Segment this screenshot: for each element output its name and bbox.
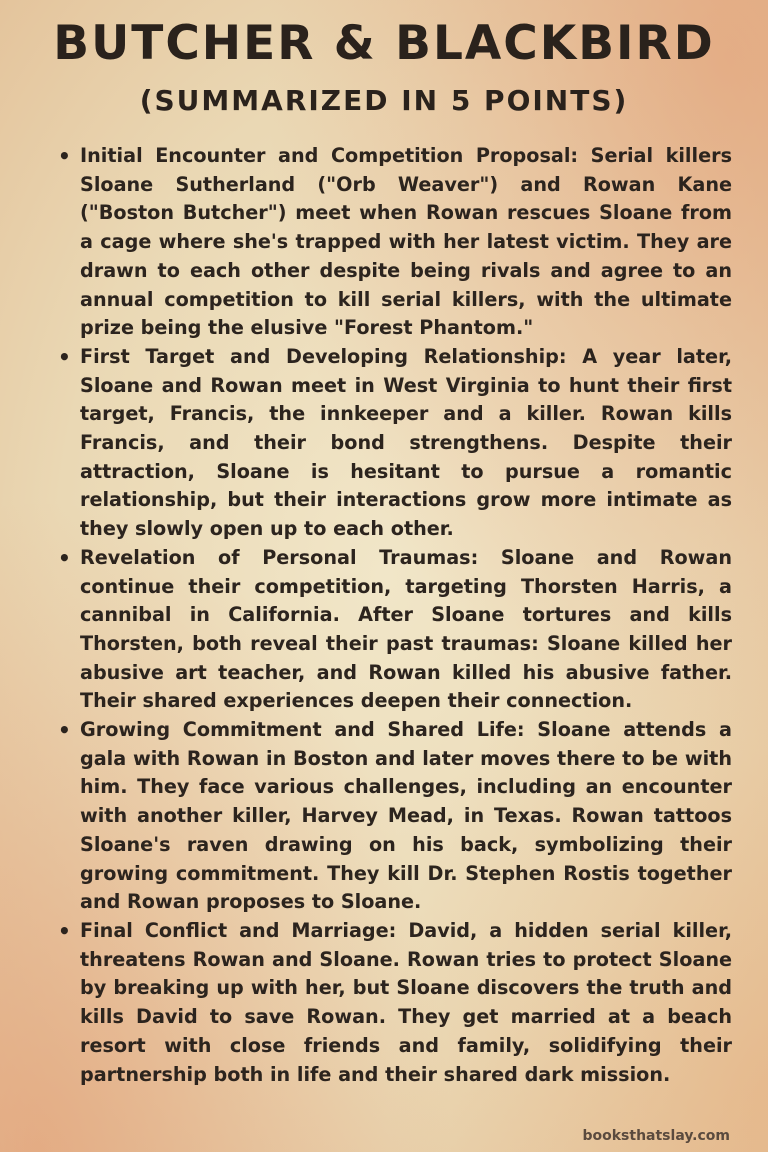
summary-point-text: Revelation of Personal Traumas: Sloane and Rowan continue their competition, targeting Thorsten Harris, a cannibal in California. After Sloane tortures and kills Thorsten, both reveal their past traumas: Sloane killed her abusive art teacher, and Rowan killed his abusive father. Their shared experiences deepen their connection. — [80, 545, 732, 713]
summary-point-2 — [56, 343, 732, 544]
summary-point-text: Growing Commitment and Shared Life: Sloane attends a gala with Rowan in Boston and later moves there to be with him. They face various challenges, including an encounter with another killer, Harvey Mead, in Texas. Rowan tattoos Sloane's raven drawing on his back, symbolizing their growing commitment. They kill Dr. Stephen Rostis together and Rowan proposes to Sloane. — [80, 718, 732, 914]
summary-point-text: Initial Encounter and Competition Proposal: Serial killers Sloane Sutherland ("Orb Weaver") and Rowan Kane ("Boston Butcher") meet when Rowan rescues Sloane from a cage where she's trapped with her latest victim. They are drawn to each other despite being rivals and agree to an annual competition to kill serial killers, with the ultimate prize being the elusive "Forest Phantom." — [80, 144, 732, 340]
page-title: BUTCHER & BLACKBIRD — [53, 16, 715, 71]
bullet-icon: • — [58, 144, 71, 168]
page-subtitle: (SUMMARIZED IN 5 POINTS) — [139, 84, 629, 117]
summary-point-1 — [56, 142, 732, 343]
summary-point-5 — [56, 917, 732, 1089]
bullet-icon: • — [58, 718, 71, 743]
summary-point-text: First Target and Developing Relationship: A year later, Sloane and Rowan meet in West Virginia to hunt their first target, Francis, the innkeeper and a killer. Rowan kills Francis, and their bond strengthens. Despite their attraction, Sloane is hesitant to pursue a romantic relationship, but their interactions grow more intimate as they slowly open up to each other. — [80, 344, 732, 541]
summary-point-text: Final Conflict and Marriage: David, a hidden serial killer, threatens Rowan and Sloane. Rowan tries to protect Sloane by breaking up with her, but Sloane discovers the truth and kills David to save Rowan. They get married at a beach resort with close friends and family, solidifying their partnership both in life and their shared dark mission. — [80, 918, 732, 1086]
summary-point-3 — [56, 544, 732, 716]
summary-point-4 — [56, 716, 732, 917]
site-credit: booksthatslay.com — [582, 1128, 730, 1144]
bullet-icon: • — [58, 344, 71, 369]
summary-points-list — [56, 142, 732, 1089]
bullet-icon: • — [58, 545, 71, 570]
bullet-icon: • — [58, 918, 71, 943]
